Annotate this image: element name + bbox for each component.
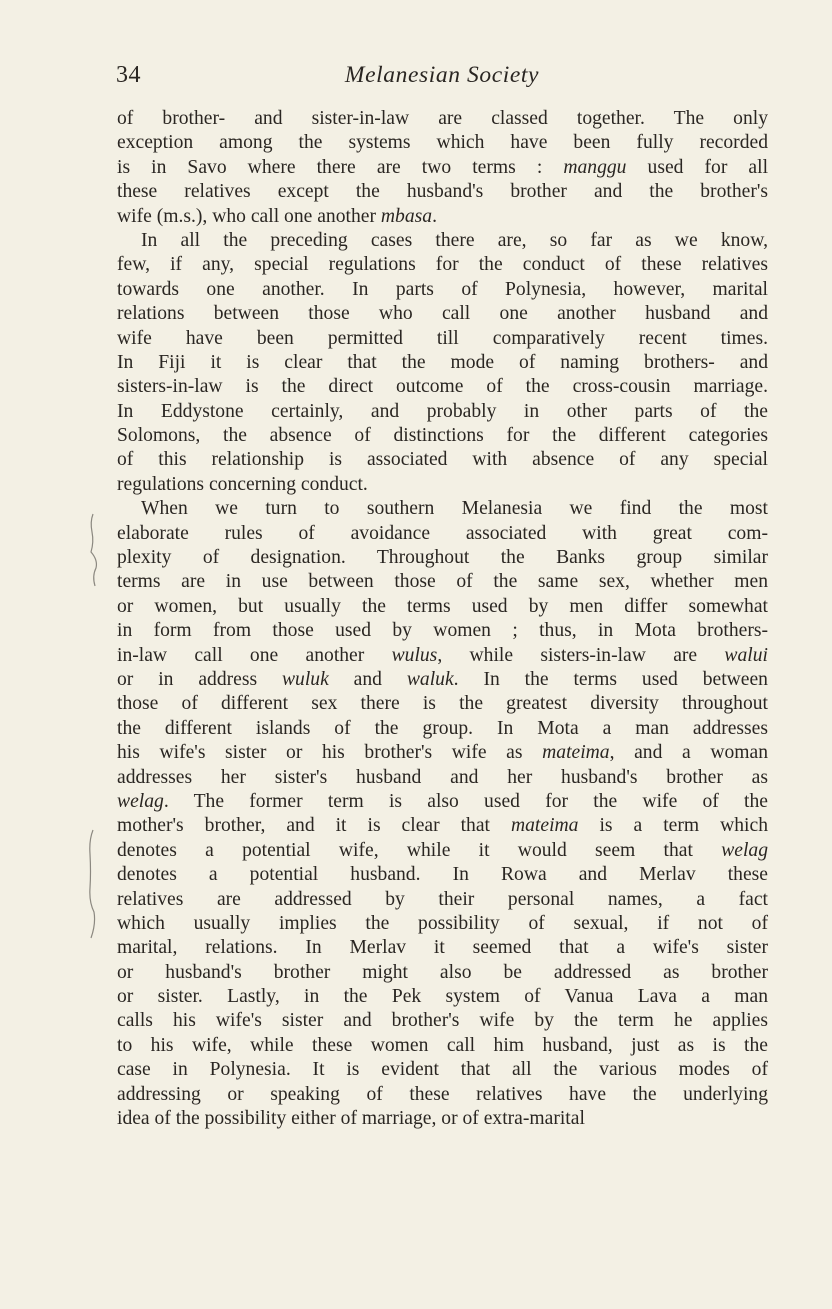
text-line: elaborate rules of avoidance associated with great com- xyxy=(117,522,768,544)
text-line: marital, relations. In Merlav it seemed that a wife's sister xyxy=(117,937,768,959)
text-line: of this relationship is associated with absence of any special xyxy=(117,449,768,471)
text-line: In Fiji it is clear that the mode of naming brothers- and xyxy=(117,351,768,373)
text-line: which usually implies the possibility of sexual, if not of xyxy=(117,912,768,934)
text-line: In Eddystone certainly, and probably in other parts of the xyxy=(117,400,768,422)
text-line: When we turn to southern Melanesia we find the most xyxy=(141,498,768,520)
margin-pencil-mark-upper xyxy=(88,512,98,588)
text-line: calls his wife's sister and brother's wife by the term he applies xyxy=(117,1010,768,1032)
text-line: relations between those who call one another husband and xyxy=(117,303,768,325)
text-line: to his wife, while these women call him husband, just as is the xyxy=(117,1034,768,1056)
running-title: Melanesian Society xyxy=(344,62,540,88)
text-line: welag. The former term is also used for the wife of the xyxy=(117,790,768,812)
text-line: case in Polynesia. It is evident that all the various modes of xyxy=(117,1059,768,1081)
text-line: or women, but usually the terms used by men differ somewhat xyxy=(117,595,768,617)
text-line: or sister. Lastly, in the Pek system of Vanua Lava a man xyxy=(117,986,768,1008)
native-term: manggu xyxy=(563,156,627,178)
margin-pencil-mark-lower xyxy=(86,828,96,940)
text-line: those of different sex there is the greatest diversity throughout xyxy=(117,693,768,715)
text-line: plexity of designation. Throughout the Banks group similar xyxy=(117,547,768,569)
body-text xyxy=(117,107,768,1131)
native-term: mateima xyxy=(510,815,579,837)
text-line: or in address wuluk and waluk. In the terms used between xyxy=(117,668,768,690)
text-line: wife (m.s.), who call one another mbasa. xyxy=(117,205,437,227)
text-line: denotes a potential wife, while it would seem that welag xyxy=(117,839,768,861)
text-line: addressing or speaking of these relatives have the underlying xyxy=(117,1083,768,1105)
text-line: these relatives except the husband's brother and the brother's xyxy=(117,181,768,203)
native-term: wuluk xyxy=(281,668,329,690)
text-line: idea of the possibility either of marriage, or of extra-marital xyxy=(117,1108,585,1130)
text-line: wife have been permitted till comparatively recent times. xyxy=(117,327,768,349)
native-term: mateima xyxy=(542,742,610,764)
text-line: terms are in use between those of the same sex, whether men xyxy=(117,571,768,593)
native-term: welag xyxy=(117,790,164,812)
native-term: waluk xyxy=(406,668,454,690)
text-line: mother's brother, and it is clear that mateima is a term which xyxy=(117,815,768,837)
text-line: in-law call one another wulus, while sisters-in-law are walui xyxy=(117,644,768,666)
text-line: denotes a potential husband. In Rowa and Merlav these xyxy=(117,864,768,886)
text-line: towards one another. In parts of Polynesia, however, marital xyxy=(117,278,768,300)
text-line: is in Savo where there are two terms : manggu used for all xyxy=(117,156,769,178)
text-line: sisters-in-law is the direct outcome of the cross-cousin marriage. xyxy=(117,376,768,398)
native-term: welag xyxy=(721,839,768,861)
text-line: relatives are addressed by their personal names, a fact xyxy=(117,888,768,910)
native-term: wulus xyxy=(391,644,438,666)
text-line: the different islands of the group. In Mota a man addresses xyxy=(117,717,768,739)
page-header xyxy=(116,60,768,94)
text-line: Solomons, the absence of distinctions for the different categories xyxy=(117,425,768,447)
text-line: or husband's brother might also be addressed as brother xyxy=(117,961,768,983)
text-line: In all the preceding cases there are, so far as we know, xyxy=(141,229,768,251)
native-term: walui xyxy=(724,644,768,666)
text-line: of brother- and sister-in-law are classed together. The only xyxy=(117,108,768,129)
text-line: his wife's sister or his brother's wife as mateima, and a woman xyxy=(117,742,768,764)
text-line: exception among the systems which have been fully recorded xyxy=(117,132,768,154)
text-line: regulations concerning conduct. xyxy=(117,473,368,495)
text-line: few, if any, special regulations for the conduct of these relatives xyxy=(117,254,768,276)
text-line: addresses her sister's husband and her husband's brother as xyxy=(117,766,768,788)
page-number: 34 xyxy=(116,62,141,88)
native-term: mbasa xyxy=(380,205,433,227)
text-line: in form from those used by women ; thus, in Mota brothers- xyxy=(117,620,768,642)
